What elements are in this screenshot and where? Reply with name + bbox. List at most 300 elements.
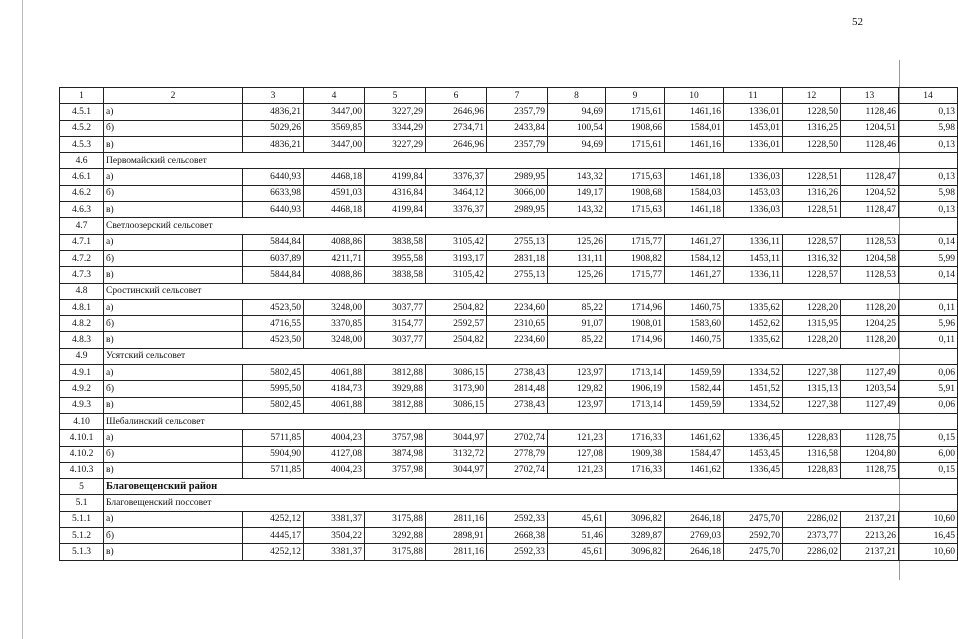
value-cell: 4061,88 [304, 397, 365, 413]
table-row [60, 299, 958, 315]
value-cell: 1453,03 [724, 185, 783, 201]
row-index: 5.1 [60, 495, 104, 511]
value-cell: 5802,45 [243, 397, 304, 413]
row-index: 4.10.2 [60, 446, 104, 462]
value-cell: 6440,93 [243, 202, 304, 218]
value-cell: 3955,58 [365, 250, 426, 266]
value-cell: 1128,47 [841, 202, 899, 218]
value-cell: 3037,77 [365, 332, 426, 348]
value-cell: 2592,33 [487, 544, 548, 560]
value-cell: 1909,38 [606, 446, 665, 462]
value-cell: 2433,84 [487, 120, 548, 136]
value-cell: 4523,50 [243, 299, 304, 315]
value-cell: 3066,00 [487, 185, 548, 201]
row-label: а) [104, 365, 243, 381]
value-cell: 143,32 [548, 202, 606, 218]
value-cell: 5904,90 [243, 446, 304, 462]
value-cell: 1715,63 [606, 169, 665, 185]
value-cell: 3044,97 [426, 430, 487, 446]
value-cell: 1336,11 [724, 267, 783, 283]
value-cell: 4199,84 [365, 169, 426, 185]
value-cell: 2769,03 [665, 528, 724, 544]
row-label: в) [104, 267, 243, 283]
row-index: 4.7.1 [60, 234, 104, 250]
value-cell: 3447,00 [304, 104, 365, 120]
value-cell: 2646,18 [665, 544, 724, 560]
row-label: в) [104, 544, 243, 560]
value-cell: 0,13 [899, 136, 958, 152]
row-label: б) [104, 250, 243, 266]
value-cell: 3464,12 [426, 185, 487, 201]
value-cell: 123,97 [548, 365, 606, 381]
value-cell: 1461,62 [665, 430, 724, 446]
row-label: а) [104, 511, 243, 527]
value-cell: 45,61 [548, 544, 606, 560]
row-index: 5 [60, 479, 104, 495]
value-cell: 3376,37 [426, 169, 487, 185]
value-cell: 4836,21 [243, 104, 304, 120]
value-cell: 2734,71 [426, 120, 487, 136]
value-cell: 0,13 [899, 104, 958, 120]
value-cell: 1336,45 [724, 430, 783, 446]
value-cell: 0,15 [899, 430, 958, 446]
value-cell: 5,96 [899, 316, 958, 332]
value-cell: 1715,77 [606, 267, 665, 283]
value-cell: 1453,01 [724, 120, 783, 136]
value-cell: 2702,74 [487, 430, 548, 446]
row-label: в) [104, 202, 243, 218]
value-cell: 1228,83 [783, 462, 841, 478]
section-title: Светлоозерский сельсовет [104, 218, 958, 234]
row-label: в) [104, 397, 243, 413]
value-cell: 2592,33 [487, 511, 548, 527]
value-cell: 2475,70 [724, 511, 783, 527]
value-cell: 2234,60 [487, 332, 548, 348]
value-cell: 3929,88 [365, 381, 426, 397]
value-cell: 3874,98 [365, 446, 426, 462]
row-index: 4.8.3 [60, 332, 104, 348]
value-cell: 2738,43 [487, 397, 548, 413]
value-cell: 1715,63 [606, 202, 665, 218]
row-index: 4.7 [60, 218, 104, 234]
value-cell: 4591,03 [304, 185, 365, 201]
value-cell: 1128,53 [841, 234, 899, 250]
table-row [60, 365, 958, 381]
value-cell: 3838,58 [365, 234, 426, 250]
value-cell: 2755,13 [487, 234, 548, 250]
section-title: Первомайский сельсовет [104, 153, 958, 169]
value-cell: 4004,23 [304, 462, 365, 478]
row-label: б) [104, 185, 243, 201]
value-cell: 4836,21 [243, 136, 304, 152]
value-cell: 5,99 [899, 250, 958, 266]
section-title: Сростинский сельсовет [104, 283, 958, 299]
value-cell: 2646,96 [426, 136, 487, 152]
value-cell: 51,46 [548, 528, 606, 544]
value-cell: 1461,16 [665, 104, 724, 120]
value-cell: 1584,03 [665, 185, 724, 201]
header-cell: 13 [841, 88, 899, 104]
value-cell: 6440,93 [243, 169, 304, 185]
value-cell: 6,00 [899, 446, 958, 462]
value-cell: 16,45 [899, 528, 958, 544]
row-index: 4.7.2 [60, 250, 104, 266]
page-left-edge [22, 0, 23, 639]
value-cell: 2646,18 [665, 511, 724, 527]
row-label: а) [104, 169, 243, 185]
value-cell: 0,14 [899, 267, 958, 283]
value-cell: 1228,50 [783, 104, 841, 120]
value-cell: 1315,13 [783, 381, 841, 397]
value-cell: 1127,49 [841, 365, 899, 381]
value-cell: 1127,49 [841, 397, 899, 413]
value-cell: 1461,16 [665, 136, 724, 152]
table-row [60, 430, 958, 446]
value-cell: 2755,13 [487, 267, 548, 283]
value-cell: 3757,98 [365, 430, 426, 446]
value-cell: 1316,25 [783, 120, 841, 136]
value-cell: 3037,77 [365, 299, 426, 315]
row-index: 4.9 [60, 348, 104, 364]
value-cell: 5711,85 [243, 462, 304, 478]
value-cell: 85,22 [548, 299, 606, 315]
value-cell: 5844,84 [243, 234, 304, 250]
value-cell: 3096,82 [606, 544, 665, 560]
value-cell: 1128,46 [841, 136, 899, 152]
value-cell: 125,26 [548, 267, 606, 283]
value-cell: 0,06 [899, 397, 958, 413]
value-cell: 3289,87 [606, 528, 665, 544]
value-cell: 1228,51 [783, 169, 841, 185]
value-cell: 1228,20 [783, 299, 841, 315]
row-index: 4.9.3 [60, 397, 104, 413]
value-cell: 1713,14 [606, 397, 665, 413]
value-cell: 3096,82 [606, 511, 665, 527]
table-row [60, 185, 958, 201]
value-cell: 1128,75 [841, 430, 899, 446]
value-cell: 1336,01 [724, 104, 783, 120]
section-row [60, 218, 958, 234]
page-number: 52 [852, 16, 863, 28]
value-cell: 4252,12 [243, 511, 304, 527]
value-cell: 4184,73 [304, 381, 365, 397]
section-title: Благовещенский поссовет [104, 495, 958, 511]
value-cell: 4468,18 [304, 169, 365, 185]
value-cell: 10,60 [899, 544, 958, 560]
value-cell: 1908,82 [606, 250, 665, 266]
value-cell: 2592,70 [724, 528, 783, 544]
value-cell: 3227,29 [365, 136, 426, 152]
header-cell: 5 [365, 88, 426, 104]
value-cell: 6633,98 [243, 185, 304, 201]
value-cell: 2989,95 [487, 202, 548, 218]
table-row [60, 234, 958, 250]
value-cell: 4445,17 [243, 528, 304, 544]
value-cell: 2234,60 [487, 299, 548, 315]
value-cell: 121,23 [548, 462, 606, 478]
value-cell: 1128,75 [841, 462, 899, 478]
value-cell: 2668,38 [487, 528, 548, 544]
value-cell: 1204,25 [841, 316, 899, 332]
value-cell: 1453,11 [724, 250, 783, 266]
row-label: б) [104, 528, 243, 544]
value-cell: 3812,88 [365, 397, 426, 413]
value-cell: 3812,88 [365, 365, 426, 381]
table-row [60, 169, 958, 185]
value-cell: 3175,88 [365, 511, 426, 527]
section-row [60, 495, 958, 511]
value-cell: 2310,65 [487, 316, 548, 332]
value-cell: 3292,88 [365, 528, 426, 544]
value-cell: 129,82 [548, 381, 606, 397]
table-row [60, 202, 958, 218]
value-cell: 1128,20 [841, 332, 899, 348]
value-cell: 1714,96 [606, 299, 665, 315]
value-cell: 3086,15 [426, 397, 487, 413]
value-cell: 1128,20 [841, 299, 899, 315]
value-cell: 121,23 [548, 430, 606, 446]
value-cell: 0,13 [899, 202, 958, 218]
value-cell: 1335,62 [724, 332, 783, 348]
value-cell: 1336,03 [724, 202, 783, 218]
value-cell: 3838,58 [365, 267, 426, 283]
value-cell: 2286,02 [783, 511, 841, 527]
value-cell: 100,54 [548, 120, 606, 136]
value-cell: 3248,00 [304, 299, 365, 315]
value-cell: 1460,75 [665, 299, 724, 315]
header-cell: 2 [104, 88, 243, 104]
value-cell: 5,98 [899, 185, 958, 201]
row-label: а) [104, 234, 243, 250]
value-cell: 2811,16 [426, 511, 487, 527]
value-cell: 2831,18 [487, 250, 548, 266]
value-cell: 149,17 [548, 185, 606, 201]
row-index: 4.6.2 [60, 185, 104, 201]
value-cell: 1714,96 [606, 332, 665, 348]
value-cell: 0,11 [899, 332, 958, 348]
value-cell: 91,07 [548, 316, 606, 332]
value-cell: 1583,60 [665, 316, 724, 332]
value-cell: 4088,86 [304, 267, 365, 283]
value-cell: 3227,29 [365, 104, 426, 120]
value-cell: 3381,37 [304, 544, 365, 560]
header-cell: 6 [426, 88, 487, 104]
value-cell: 3086,15 [426, 365, 487, 381]
value-cell: 2137,21 [841, 544, 899, 560]
value-cell: 1316,26 [783, 185, 841, 201]
value-cell: 2898,91 [426, 528, 487, 544]
value-cell: 2814,48 [487, 381, 548, 397]
value-cell: 3504,22 [304, 528, 365, 544]
value-cell: 1716,33 [606, 430, 665, 446]
value-cell: 2357,79 [487, 104, 548, 120]
value-cell: 1459,59 [665, 397, 724, 413]
value-cell: 1316,32 [783, 250, 841, 266]
table-row [60, 136, 958, 152]
value-cell: 2286,02 [783, 544, 841, 560]
value-cell: 131,11 [548, 250, 606, 266]
value-cell: 3175,88 [365, 544, 426, 560]
row-index: 4.9.1 [60, 365, 104, 381]
value-cell: 2475,70 [724, 544, 783, 560]
row-index: 5.1.2 [60, 528, 104, 544]
district-title: Благовещенский район [104, 479, 958, 495]
value-cell: 1713,14 [606, 365, 665, 381]
value-cell: 3376,37 [426, 202, 487, 218]
value-cell: 1451,52 [724, 381, 783, 397]
value-cell: 2213,26 [841, 528, 899, 544]
value-cell: 1906,19 [606, 381, 665, 397]
header-cell: 3 [243, 88, 304, 104]
value-cell: 85,22 [548, 332, 606, 348]
value-cell: 2137,21 [841, 511, 899, 527]
value-cell: 3044,97 [426, 462, 487, 478]
row-index: 4.6.3 [60, 202, 104, 218]
value-cell: 2738,43 [487, 365, 548, 381]
row-index: 4.5.2 [60, 120, 104, 136]
value-cell: 1227,38 [783, 397, 841, 413]
row-label: б) [104, 316, 243, 332]
table-row [60, 381, 958, 397]
row-label: б) [104, 446, 243, 462]
value-cell: 1461,27 [665, 267, 724, 283]
value-cell: 1128,46 [841, 104, 899, 120]
value-cell: 1908,66 [606, 120, 665, 136]
value-cell: 1228,83 [783, 430, 841, 446]
row-label: б) [104, 381, 243, 397]
row-index: 4.10.3 [60, 462, 104, 478]
value-cell: 4468,18 [304, 202, 365, 218]
value-cell: 5,98 [899, 120, 958, 136]
table-row [60, 316, 958, 332]
section-row [60, 413, 958, 429]
value-cell: 1461,62 [665, 462, 724, 478]
value-cell: 3370,85 [304, 316, 365, 332]
row-index: 4.9.2 [60, 381, 104, 397]
value-cell: 4088,86 [304, 234, 365, 250]
value-cell: 1461,18 [665, 202, 724, 218]
value-cell: 1204,51 [841, 120, 899, 136]
value-cell: 1336,03 [724, 169, 783, 185]
value-cell: 1584,01 [665, 120, 724, 136]
value-cell: 4004,23 [304, 430, 365, 446]
value-cell: 1203,54 [841, 381, 899, 397]
value-cell: 94,69 [548, 136, 606, 152]
value-cell: 1460,75 [665, 332, 724, 348]
section-title: Усятский сельсовет [104, 348, 958, 364]
value-cell: 4716,55 [243, 316, 304, 332]
table-row [60, 104, 958, 120]
header-cell: 12 [783, 88, 841, 104]
row-index: 4.5.1 [60, 104, 104, 120]
value-cell: 1315,95 [783, 316, 841, 332]
value-cell: 1461,18 [665, 169, 724, 185]
value-cell: 1715,61 [606, 104, 665, 120]
row-index: 4.8.2 [60, 316, 104, 332]
value-cell: 10,60 [899, 511, 958, 527]
header-cell: 14 [899, 88, 958, 104]
value-cell: 3173,90 [426, 381, 487, 397]
value-cell: 5029,26 [243, 120, 304, 136]
value-cell: 1715,77 [606, 234, 665, 250]
value-cell: 1204,80 [841, 446, 899, 462]
table-header-row [60, 88, 958, 104]
value-cell: 1228,57 [783, 267, 841, 283]
section-row [60, 283, 958, 299]
value-cell: 2504,82 [426, 299, 487, 315]
value-cell: 2811,16 [426, 544, 487, 560]
value-cell: 5802,45 [243, 365, 304, 381]
value-cell: 6037,89 [243, 250, 304, 266]
value-cell: 1336,01 [724, 136, 783, 152]
value-cell: 143,32 [548, 169, 606, 185]
header-cell: 4 [304, 88, 365, 104]
value-cell: 1716,33 [606, 462, 665, 478]
row-index: 4.10.1 [60, 430, 104, 446]
value-cell: 3154,77 [365, 316, 426, 332]
value-cell: 45,61 [548, 511, 606, 527]
value-cell: 0,06 [899, 365, 958, 381]
value-cell: 125,26 [548, 234, 606, 250]
value-cell: 1908,68 [606, 185, 665, 201]
table-row [60, 332, 958, 348]
value-cell: 1228,51 [783, 202, 841, 218]
table-row [60, 120, 958, 136]
value-cell: 0,11 [899, 299, 958, 315]
value-cell: 1128,53 [841, 267, 899, 283]
header-cell: 7 [487, 88, 548, 104]
value-cell: 0,14 [899, 234, 958, 250]
row-label: в) [104, 136, 243, 152]
value-cell: 1228,57 [783, 234, 841, 250]
value-cell: 127,08 [548, 446, 606, 462]
section-row [60, 348, 958, 364]
table-row [60, 267, 958, 283]
row-index: 4.10 [60, 413, 104, 429]
header-cell: 11 [724, 88, 783, 104]
value-cell: 1715,61 [606, 136, 665, 152]
value-cell: 4061,88 [304, 365, 365, 381]
table-row [60, 250, 958, 266]
value-cell: 1908,01 [606, 316, 665, 332]
value-cell: 5844,84 [243, 267, 304, 283]
header-cell: 9 [606, 88, 665, 104]
value-cell: 1334,52 [724, 365, 783, 381]
district-row [60, 479, 958, 495]
row-label: б) [104, 120, 243, 136]
value-cell: 1335,62 [724, 299, 783, 315]
value-cell: 94,69 [548, 104, 606, 120]
value-cell: 1128,47 [841, 169, 899, 185]
value-cell: 1336,11 [724, 234, 783, 250]
row-index: 5.1.3 [60, 544, 104, 560]
value-cell: 2646,96 [426, 104, 487, 120]
value-cell: 4316,84 [365, 185, 426, 201]
value-cell: 1227,38 [783, 365, 841, 381]
row-index: 4.7.3 [60, 267, 104, 283]
value-cell: 3248,00 [304, 332, 365, 348]
value-cell: 1204,58 [841, 250, 899, 266]
value-cell: 1228,50 [783, 136, 841, 152]
value-cell: 3381,37 [304, 511, 365, 527]
row-label: а) [104, 104, 243, 120]
value-cell: 1334,52 [724, 397, 783, 413]
value-cell: 3757,98 [365, 462, 426, 478]
value-cell: 2702,74 [487, 462, 548, 478]
value-cell: 4199,84 [365, 202, 426, 218]
value-cell: 1228,20 [783, 332, 841, 348]
value-cell: 4523,50 [243, 332, 304, 348]
